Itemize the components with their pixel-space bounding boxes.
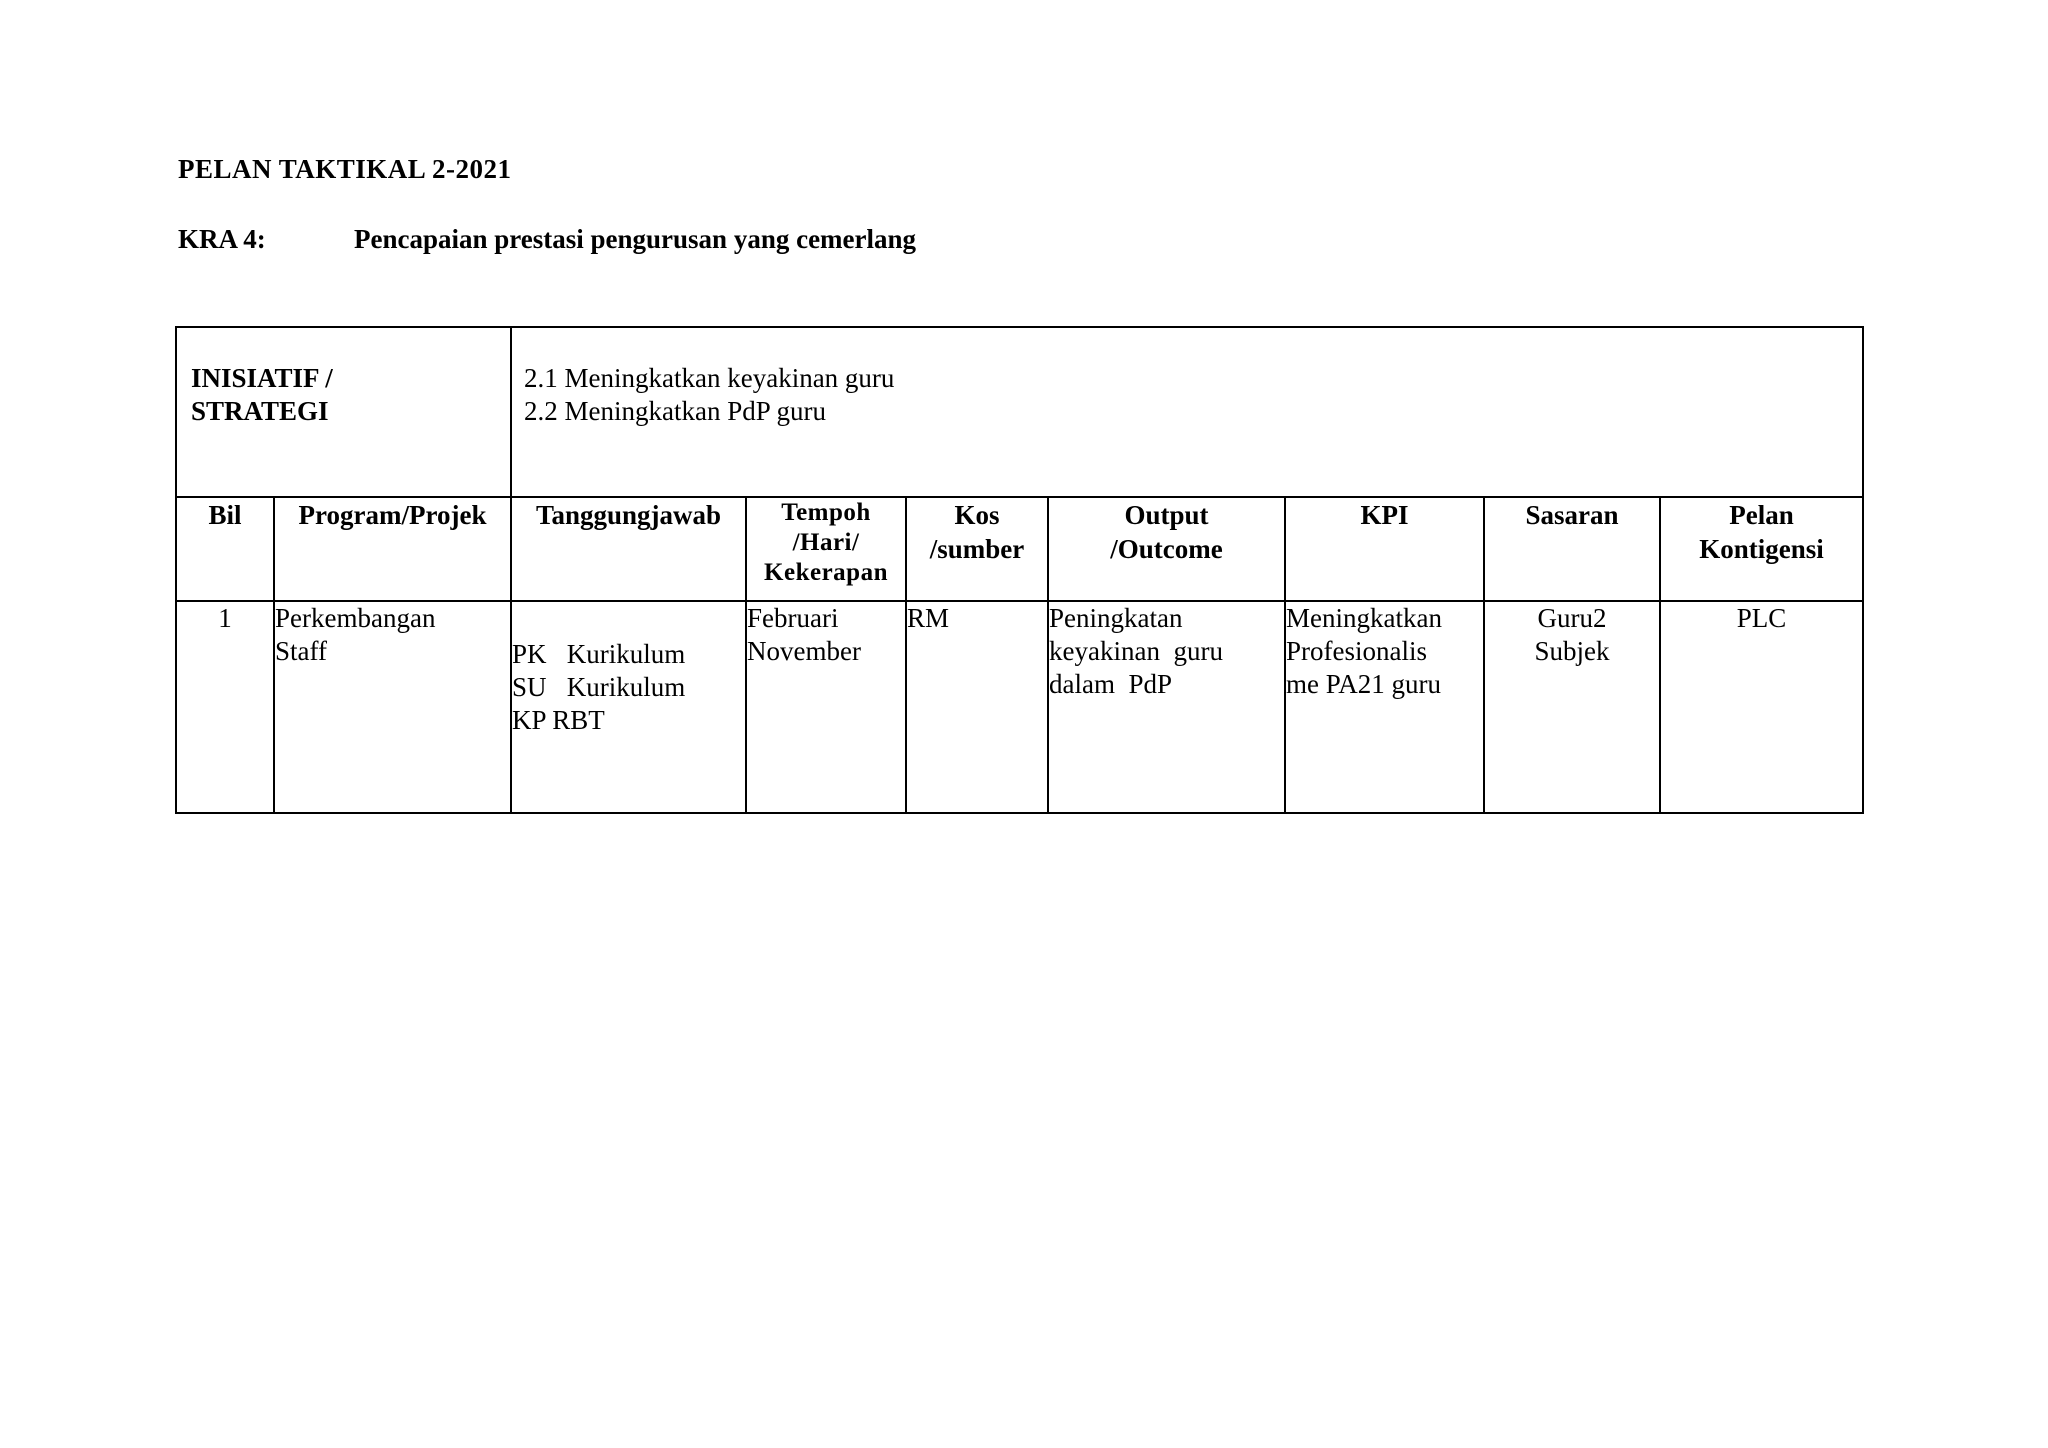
cell-pelan: PLC xyxy=(1660,601,1863,813)
cell-line: SU Kurikulum xyxy=(512,672,686,702)
strategy-item: 2.1 Meningkatkan keyakinan guru xyxy=(524,363,895,393)
cell-sasaran xyxy=(1484,601,1660,813)
cell-line: Staff xyxy=(275,636,327,666)
cell-line: PK Kurikulum xyxy=(512,639,686,669)
header-sasaran: Sasaran xyxy=(1484,497,1660,601)
header-program: Program/Projek xyxy=(274,497,511,601)
table-row xyxy=(176,601,1863,813)
header-pelan xyxy=(1660,497,1863,601)
header-kos-line: /sumber xyxy=(929,534,1025,564)
cell-line: KP RBT xyxy=(512,705,605,735)
cell-line: Perkembangan xyxy=(275,603,436,633)
cell-kpi xyxy=(1285,601,1484,813)
header-output-line: Output xyxy=(1124,500,1209,530)
cell-line: me PA21 guru xyxy=(1286,669,1442,699)
cell-tempoh xyxy=(746,601,906,813)
cell-tanggungjawab xyxy=(511,601,746,813)
cell-bil: 1 xyxy=(176,601,274,813)
strategy-label-line: INISIATIF / xyxy=(191,363,333,393)
page-title: PELAN TAKTIKAL 2-2021 xyxy=(178,154,512,184)
header-pelan-line: Kontigensi xyxy=(1699,534,1824,564)
header-tempoh-line: Kekerapan xyxy=(764,559,888,586)
header-tempoh-line: /Hari/ xyxy=(792,529,860,556)
cell-line: keyakinan guru xyxy=(1049,636,1223,666)
cell-line: November xyxy=(747,636,861,666)
cell-program xyxy=(274,601,511,813)
header-tempoh xyxy=(746,497,906,601)
header-pelan-line: Pelan xyxy=(1729,500,1794,530)
header-bil: Bil xyxy=(176,497,274,601)
cell-kos: RM xyxy=(906,601,1048,813)
cell-line: Guru2 xyxy=(1537,603,1607,633)
strategy-items xyxy=(511,327,1863,497)
tactical-plan-table xyxy=(175,326,1864,814)
header-tempoh-line: Tempoh xyxy=(781,499,871,526)
cell-line: Peningkatan xyxy=(1049,603,1183,633)
header-kos xyxy=(906,497,1048,601)
strategy-row xyxy=(176,327,1863,497)
cell-line: Meningkatkan xyxy=(1286,603,1442,633)
header-kos-line: Kos xyxy=(954,500,1000,530)
kra-label: KRA 4: xyxy=(178,224,266,254)
cell-line: Subjek xyxy=(1534,636,1610,666)
cell-line: dalam PdP xyxy=(1049,669,1173,699)
header-row xyxy=(176,497,1863,601)
cell-output xyxy=(1048,601,1285,813)
header-tanggungjawab: Tanggungjawab xyxy=(511,497,746,601)
header-output xyxy=(1048,497,1285,601)
strategy-label-line: STRATEGI xyxy=(191,396,329,426)
cell-line: Februari xyxy=(747,603,839,633)
strategy-item: 2.2 Meningkatkan PdP guru xyxy=(524,396,826,426)
strategy-label xyxy=(176,327,511,497)
header-output-line: /Outcome xyxy=(1110,534,1223,564)
kra-text: Pencapaian prestasi pengurusan yang cemerlang xyxy=(354,224,917,254)
header-kpi: KPI xyxy=(1285,497,1484,601)
cell-line: Profesionalis xyxy=(1286,636,1428,666)
